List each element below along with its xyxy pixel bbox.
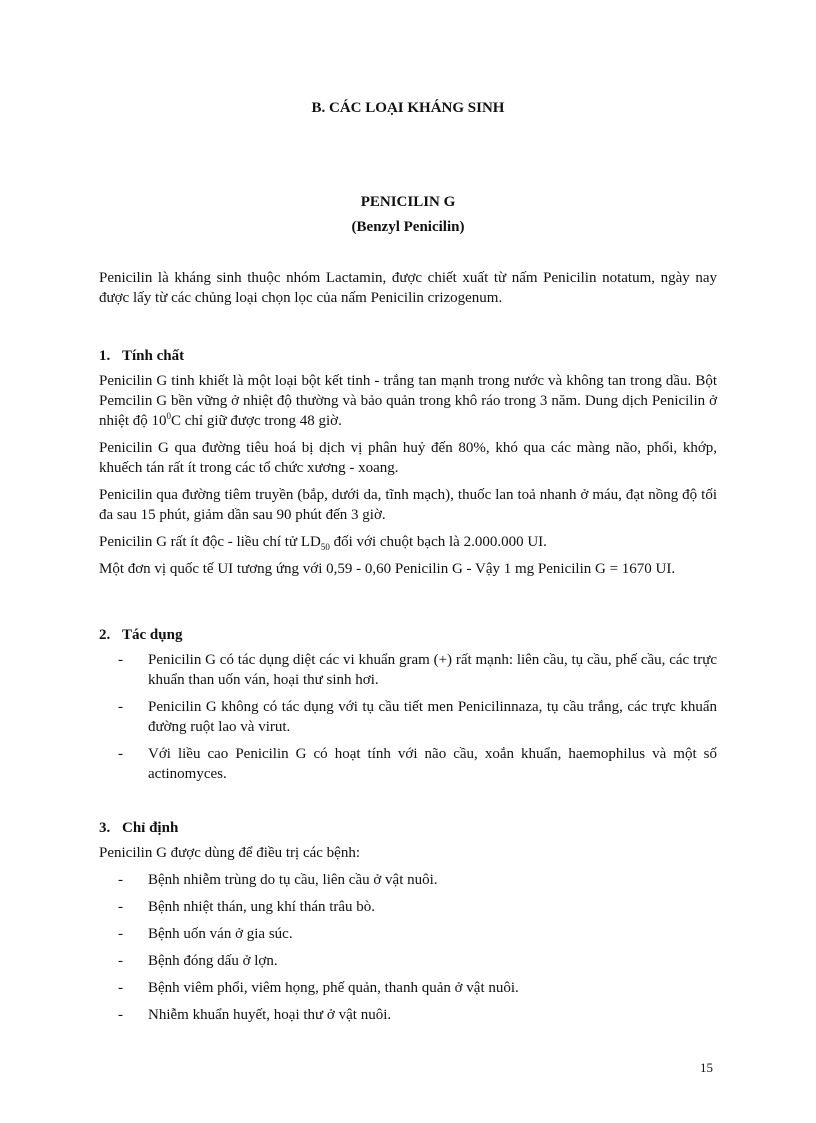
drug-subtitle: (Benzyl Penicilin) bbox=[351, 219, 465, 235]
bullet-dash: - bbox=[118, 1007, 123, 1023]
text-run: đối với chuột bạch là 2.000.000 UI. bbox=[329, 534, 547, 550]
drug-title: PENICILIN G bbox=[360, 194, 456, 210]
bullet-dash: - bbox=[118, 926, 123, 942]
paragraph: Penicilin G được dùng để điều trị các bệnh: bbox=[99, 845, 360, 861]
list-item-text: Bệnh nhiệt thán, ung khí thán trâu bò. bbox=[148, 899, 376, 915]
bullet-dash: - bbox=[118, 699, 123, 715]
superscript: 0 bbox=[166, 411, 171, 421]
indications-list bbox=[99, 870, 717, 1025]
text-run: Penicilin G tinh khiết là một loại bột kết tinh - trắng tan mạnh trong nước và không tan trong dầu. Bột Pemcilin G bền vững ở nhiệt độ thường và bảo quản trong khô ráo trong 3 năm. Dung dịch Penicilin ở nhiệt độ 10 bbox=[99, 373, 717, 429]
section-heading-text: Chỉ định bbox=[122, 820, 179, 836]
section-properties bbox=[99, 346, 717, 586]
section-number: 2. bbox=[99, 627, 111, 643]
paragraph: Penicilin qua đường tiêm truyền (bắp, dưới da, tĩnh mạch), thuốc lan toả nhanh ở máu, đạt nồng độ tối đa sau 15 phút, giảm dần sau 90 phút đến 3 giờ. bbox=[99, 487, 717, 523]
list-item bbox=[99, 697, 717, 737]
section-heading bbox=[99, 625, 717, 645]
bullet-dash: - bbox=[118, 980, 123, 996]
bullet-dash: - bbox=[118, 899, 123, 915]
intro-paragraph: Penicilin là kháng sinh thuộc nhóm Lactamin, được chiết xuất từ nấm Penicilin notatum, ngày nay được lấy từ các chủng loại chọn lọc của nấm Penicilin crizogenum. bbox=[99, 270, 717, 306]
bullet-dash: - bbox=[118, 872, 123, 888]
list-item-text: Bệnh nhiễm trùng do tụ cầu, liên cầu ở vật nuôi. bbox=[148, 872, 438, 888]
section-heading bbox=[99, 346, 717, 366]
list-item-text: Bệnh uốn ván ở gia súc. bbox=[148, 926, 293, 942]
list-item bbox=[99, 650, 717, 690]
section-heading bbox=[99, 818, 717, 838]
bullet-dash: - bbox=[118, 953, 123, 969]
paragraph: Penicilin G qua đường tiêu hoá bị dịch vị phân huỷ đến 80%, khó qua các màng não, phổi, khớp, khuếch tán rất ít trong các tổ chức xương - xoang. bbox=[99, 440, 717, 476]
text-run: Penicilin G rất ít độc - liều chí tử LD bbox=[99, 534, 321, 550]
text-run: C chỉ giữ được trong 48 giờ. bbox=[171, 413, 342, 429]
section-indications bbox=[99, 818, 717, 1032]
paragraph bbox=[99, 532, 717, 552]
effects-list bbox=[99, 650, 717, 784]
section-heading-text: Tính chất bbox=[122, 348, 185, 364]
section-number: 3. bbox=[99, 820, 111, 836]
page-number: 15 bbox=[700, 1060, 713, 1075]
section-title: B. CÁC LOẠI KHÁNG SINH bbox=[311, 100, 505, 116]
bullet-dash: - bbox=[118, 652, 123, 668]
list-item bbox=[99, 744, 717, 784]
list-item-text: Penicilin G có tác dụng diệt các vi khuẩn gram (+) rất mạnh: liên cầu, tụ cầu, phế cầu, các trực khuẩn than uốn ván, hoại thư sinh hơi. bbox=[148, 652, 717, 688]
section-number: 1. bbox=[99, 348, 111, 364]
list-item bbox=[99, 978, 717, 998]
bullet-dash: - bbox=[118, 746, 123, 762]
section-heading-text: Tác dụng bbox=[122, 627, 183, 643]
list-item-text: Nhiễm khuẩn huyết, hoại thư ở vật nuôi. bbox=[148, 1007, 392, 1023]
list-item-text: Bệnh viêm phổi, viêm họng, phế quản, thanh quản ở vật nuôi. bbox=[148, 980, 519, 996]
list-item-text: Penicilin G không có tác dụng với tụ cầu tiết men Penicilinnaza, tụ cầu trắng, các trực khuẩn đường ruột lao và virut. bbox=[148, 699, 717, 735]
list-item bbox=[99, 924, 717, 944]
list-item-text: Bệnh đóng dấu ở lợn. bbox=[148, 953, 278, 969]
list-item bbox=[99, 951, 717, 971]
list-item bbox=[99, 1005, 717, 1025]
paragraph bbox=[99, 371, 717, 431]
list-item-text: Với liều cao Penicilin G có hoạt tính với não cầu, xoắn khuẩn, haemophilus và một số actinomyces. bbox=[148, 746, 717, 782]
subscript: 50 bbox=[320, 542, 330, 552]
section-effects bbox=[99, 625, 717, 791]
list-item bbox=[99, 897, 717, 917]
list-item bbox=[99, 870, 717, 890]
paragraph: Một đơn vị quốc tế UI tương ứng với 0,59 - 0,60 Penicilin G - Vậy 1 mg Penicilin G = 1670 UI. bbox=[99, 561, 676, 577]
